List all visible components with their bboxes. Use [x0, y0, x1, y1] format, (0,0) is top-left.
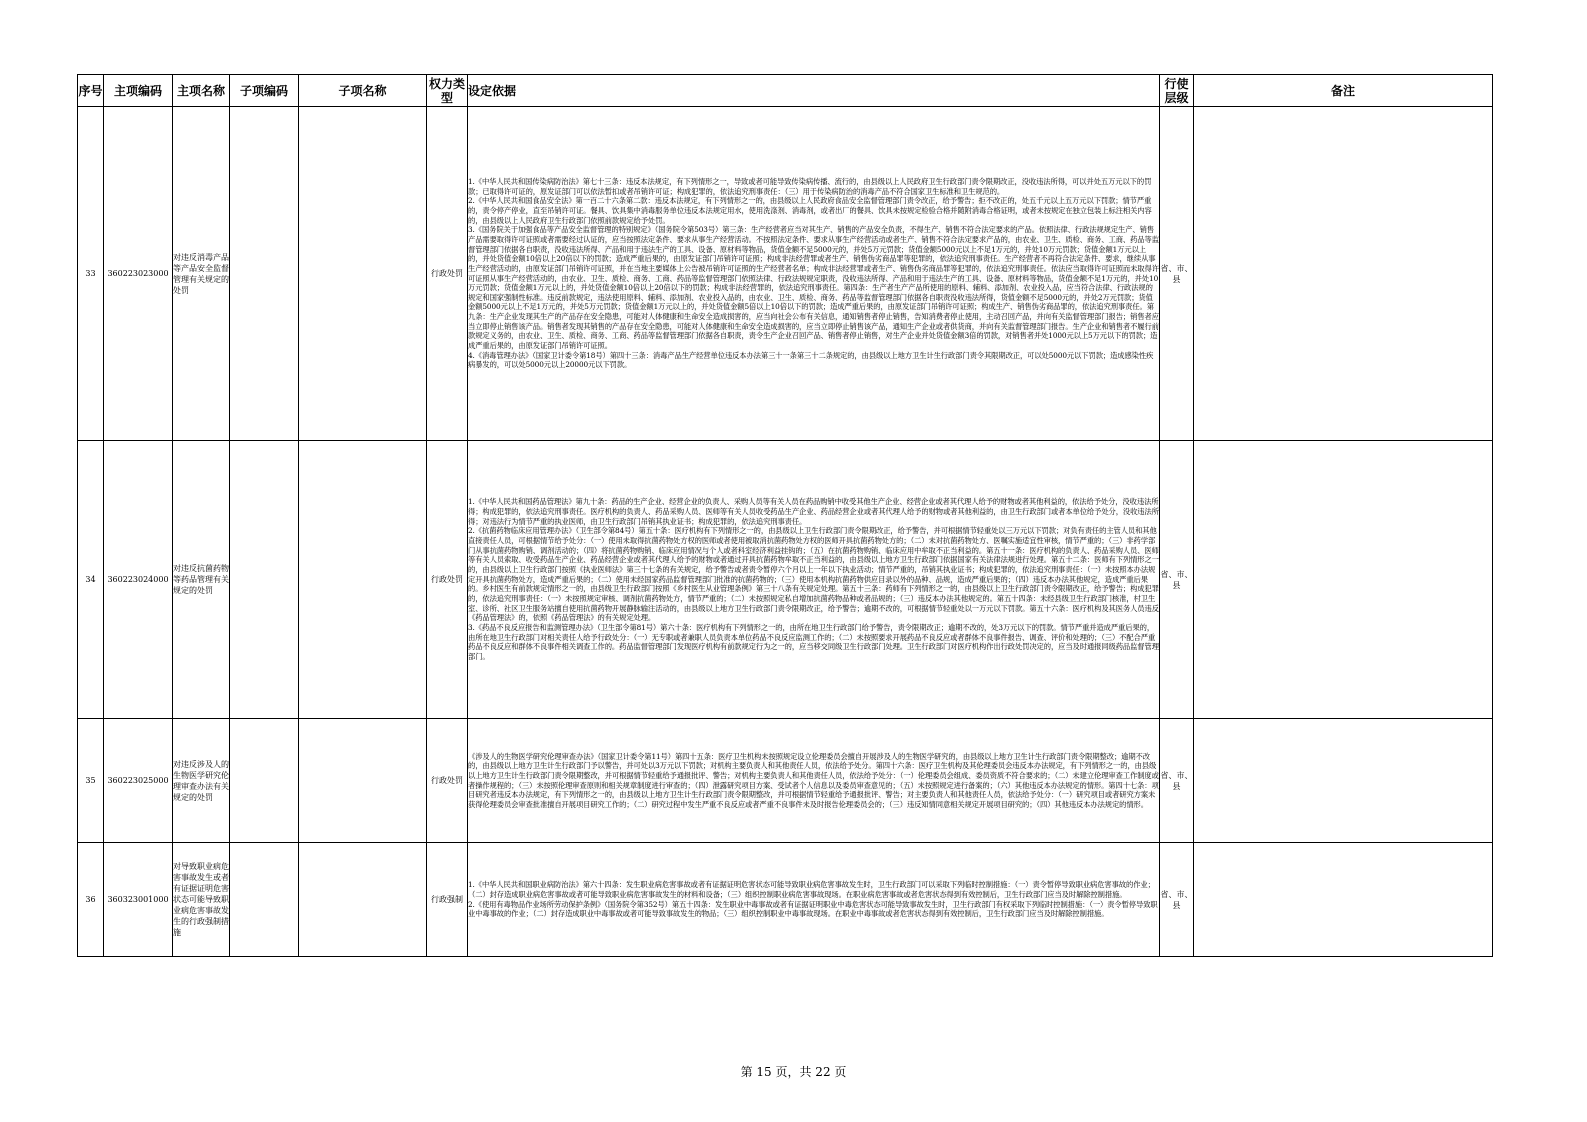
- row-seq: 34: [78, 441, 104, 719]
- table-header-row: [78, 75, 1493, 107]
- basis-paragraph: 2.《使用有毒物品作业场所劳动保护条例》（国务院令第352号）第五十四条：发生职业中毒事故或者有证据证明职业中毒危害状态可能导致事故发生时，卫生行政部门有权采取下列临时控制措施：（一）责令暂停导致职业中毒事故的作业；（二）封存造成职业中毒事故或者可能导致事故发生的物品；（三）组织控制职业中毒事故现场。在职业中毒事故或者危害状态得到有效控制后，卫生行政部门应当及时解除控制措施。: [468, 899, 1158, 919]
- row-level: 省、市、县: [1160, 843, 1194, 957]
- table-row: [78, 107, 1493, 441]
- basis-paragraph: 3.《药品不良反应报告和监测管理办法》（卫生部令第81号）第六十条：医疗机构有下列情形之一的，由所在地卫生行政部门给予警告，责令限期改正；逾期不改的，处3万元以下的罚款。情节严重并造成严重后果的，由所在地卫生行政部门对相关责任人给予行政处分：（一）无专职或者兼职人员负责本单位药品不良反应监测工作的；（二）未按照要求开展药品不良反应或者群体不良事件报告、调查、评价和处理的；（三）不配合严重药品不良反应和群体不良事件相关调查工作的。药品监督管理部门发现医疗机构有前款规定行为之一的，应当移交同级卫生行政部门处理。卫生行政部门对医疗机构作出行政处罚决定的，应当及时通报同级药品监督管理部门。: [468, 622, 1159, 661]
- header-level: 行使层级: [1160, 75, 1194, 107]
- row-seq: 36: [78, 843, 104, 957]
- row-sub-name: [299, 441, 427, 719]
- row-basis: [468, 441, 1160, 719]
- basis-paragraph: 1.《中华人民共和国传染病防治法》第七十三条：违反本法规定，有下列情形之一，导致或者可能导致传染病传播、流行的，由县级以上人民政府卫生行政部门责令限期改正，没收违法所得，可以并处五万元以下的罚款；已取得许可证的，原发证部门可以依法暂扣或者吊销许可证；构成犯罪的，依法追究刑事责任：（三）用于传染病防治的消毒产品不符合国家卫生标准和卫生规范的。: [468, 176, 1152, 196]
- row-main-code: 360323001000: [104, 843, 173, 957]
- table-row: [78, 843, 1493, 957]
- row-note: [1194, 107, 1493, 441]
- header-power-type: 权力类型: [427, 75, 468, 107]
- table-row: [78, 441, 1493, 719]
- row-level: 省、市、县: [1160, 107, 1194, 441]
- row-power-type: 行政处罚: [427, 441, 468, 719]
- row-main-name: 对导致职业病危害事故发生或者有证据证明危害状态可能导致职业病危害事故发生的行政强制措施: [173, 843, 230, 957]
- row-sub-code: [230, 107, 299, 441]
- row-main-name: 对违反抗菌药物等药品管理有关规定的处罚: [173, 441, 230, 719]
- basis-paragraph: 1.《中华人民共和国职业病防治法》第六十四条：发生职业病危害事故或者有证据证明危害状态可能导致职业病危害事故发生时，卫生行政部门可以采取下列临时控制措施：（一）责令暂停导致职业病危害事故的作业；（二）封存造成职业病危害事故或者可能导致职业病危害事故发生的材料和设备；（三）组织控制职业病危害事故现场。在职业病危害事故或者危害状态得到有效控制后，卫生行政部门应当及时解除控制措施。: [468, 880, 1155, 899]
- row-main-code: 360223024000: [104, 441, 173, 719]
- basis-paragraph: 2.《抗菌药物临床应用管理办法》（卫生部令第84号）第五十条：医疗机构有下列情形之一的，由县级以上卫生行政部门责令限期改正，给予警告，并可根据情节轻重处以三万元以下罚款；对负有责任的主管人员和其他直接责任人员，可根据情节给予处分：（一）使用未取得抗菌药物处方权的医师或者使用被取消抗菌药物处方权的医师开具抗菌药物处方的；（二）未对抗菌药物处方、医嘱实施适宜性审核，情节严重的；（三）非药学部门从事抗菌药物购销、调剂活动的；（四）将抗菌药物购销、临床应用情况与个人或者科室经济利益挂钩的；（五）在抗菌药物购销、临床应用中牟取不正当利益的。第五十一条：医疗机构的负责人、药品采购人员、医师等有关人员索取、收受药品生产企业、药品经营企业或者其代理人给予的财物或者通过开具抗菌药物牟取不正当利益的，由县级以上地方卫生行政部门依据国家有关法律法规进行处理。第五十二条：医师有下列情形之一的，由县级以上卫生行政部门按照《执业医师法》第三十七条的有关规定，给予警告或者责令暂停六个月以上一年以下执业活动；情节严重的，吊销其执业证书；构成犯罪的，依法追究刑事责任：（一）未按照本办法规定开具抗菌药物处方，造成严重后果的；（二）使用未经国家药品监督管理部门批准的抗菌药物的；（三）使用本机构抗菌药物供应目录以外的品种、品规，造成严重后果的；（四）违反本办法其他规定，造成严重后果的。乡村医生有前款规定情形之一的，由县级卫生行政部门按照《乡村医生从业管理条例》第三十八条有关规定处理。第五十三条：药师有下列情形之一的，由县级以上卫生行政部门责令限期改正，给予警告；构成犯罪的，依法追究刑事责任：（一）未按照规定审核、调剂抗菌药物处方，情节严重的；（二）未按照规定私自增加抗菌药物品种或者品规的；（三）违反本办法其他规定的。第五十四条：未经县级卫生行政部门核准，村卫生室、诊所、社区卫生服务站擅自使用抗菌药物开展静脉输注活动的，由县级以上地方卫生行政部门责令限期改正，给予警告；逾期不改的，可根据情节轻重处以一万元以下罚款。第五十六条：医疗机构及其医务人员违反《药品管理法》的，依照《药品管理法》的有关规定处理。: [468, 526, 1159, 623]
- row-note: [1194, 719, 1493, 843]
- row-main-code: 360223023000: [104, 107, 173, 441]
- basis-paragraph: 2.《中华人民共和国食品安全法》第一百二十六条第二款：违反本法规定，有下列情形之一的，由县级以上人民政府食品安全监督管理部门责令改正，给予警告；拒不改正的，处五千元以上五万元以下罚款；情节严重的，责令停产停业，直至吊销许可证。餐具、饮具集中消毒服务单位违反本法规定用水，使用洗涤剂、消毒剂，或者出厂的餐具、饮具未按规定检验合格并随附消毒合格证明，或者未按规定在独立包装上标注相关内容的，由县级以上人民政府卫生行政部门依照前款规定给予处罚。: [468, 196, 1152, 225]
- row-note: [1194, 843, 1493, 957]
- row-basis: [468, 107, 1160, 441]
- row-main-code: 360223025000: [104, 719, 173, 843]
- row-power-type: 行政处罚: [427, 107, 468, 441]
- row-basis: [468, 843, 1160, 957]
- row-basis: [468, 719, 1160, 843]
- row-sub-code: [230, 719, 299, 843]
- row-main-name: 对违反涉及人的生物医学研究伦理审查办法有关规定的处罚: [173, 719, 230, 843]
- row-seq: 33: [78, 107, 104, 441]
- header-basis: 设定依据: [468, 75, 1160, 107]
- row-note: [1194, 441, 1493, 719]
- row-sub-name: [299, 843, 427, 957]
- row-main-name: 对违反消毒产品等产品安全监督管理有关规定的处罚: [173, 107, 230, 441]
- row-level: 省、市、县: [1160, 719, 1194, 843]
- basis-paragraph: 《涉及人的生物医学研究伦理审查办法》（国家卫计委令第11号）第四十五条：医疗卫生机构未按照规定设立伦理委员会擅自开展涉及人的生物医学研究的，由县级以上地方卫生计生行政部门责令限期整改；逾期不改的，由县级以上地方卫生计生行政部门予以警告，并可处以3万元以下罚款；对机构主要负责人和其他责任人员，依法给予处分。第四十六条：医疗卫生机构及其伦理委员会违反本办法规定，有下列情形之一的，由县级以上地方卫生计生行政部门责令限期整改，并可根据情节轻重给予通报批评、警告；对机构主要负责人和其他责任人员，依法给予处分：（一）伦理委员会组成、委员资质不符合要求的；（二）未建立伦理审查工作制度或者操作规程的；（三）未按照伦理审查原则和相关规章制度进行审查的；（四）泄露研究项目方案、受试者个人信息以及委员审查意见的；（五）未按照规定进行备案的；（六）其他违反本办法规定的情形。第四十七条：项目研究者违反本办法规定，有下列情形之一的，由县级以上地方卫生计生行政部门责令限期整改，并可根据情节轻重给予通报批评、警告；对主要负责人和其他责任人员，依法给予处分：（一）研究项目或者研究方案未获得伦理委员会审查批准擅自开展项目研究工作的；（二）研究过程中发生严重不良反应或者严重不良事件未及时报告伦理委员会的；（三）违反知情同意相关规定开展项目研究的；（四）其他违反本办法规定的情形。: [468, 751, 1159, 809]
- row-sub-code: [230, 843, 299, 957]
- row-power-type: 行政强制: [427, 843, 468, 957]
- basis-paragraph: 1.《中华人民共和国药品管理法》第九十条：药品的生产企业、经营企业的负责人、采购人员等有关人员在药品购销中收受其他生产企业、经营企业或者其代理人给予的财物或者其他利益的，依法给予处分，没收违法所得；构成犯罪的，依法追究刑事责任。医疗机构的负责人、药品采购人员、医师等有关人员收受药品生产企业、药品经营企业或者其代理人给予的财物或者其他利益的，由卫生行政部门或者本单位给予处分，没收违法所得；对违法行为情节严重的执业医师，由卫生行政部门吊销其执业证书；构成犯罪的，依法追究刑事责任。: [468, 497, 1159, 526]
- header-note: 备注: [1194, 75, 1493, 107]
- header-seq: 序号: [78, 75, 104, 107]
- table-row: [78, 719, 1493, 843]
- basis-paragraph: 4.《消毒管理办法》（国家卫计委令第18号）第四十三条：消毒产品生产经营单位违反本办法第三十一条第三十二条规定的，由县级以上地方卫生计生行政部门责令其限期改正，可以处5000元以下罚款；造成感染性疾病暴发的，可以处5000元以上20000元以下罚款。: [468, 350, 1154, 370]
- row-sub-name: [299, 719, 427, 843]
- row-sub-name: [299, 107, 427, 441]
- header-main-name: 主项名称: [173, 75, 230, 107]
- header-sub-code: 子项编码: [230, 75, 299, 107]
- power-list-table: [77, 74, 1493, 957]
- row-power-type: 行政处罚: [427, 719, 468, 843]
- basis-paragraph: 3.《国务院关于加强食品等产品安全监督管理的特别规定》（国务院令第503号）第三条：生产经营者应当对其生产、销售的产品安全负责，不得生产、销售不符合法定要求的产品。依照法律、行政法规规定生产、销售产品需要取得许可证照或者需要经过认证的，应当按照法定条件、要求从事生产经营活动。不按照法定条件、要求从事生产经营活动或者生产、销售不符合法定要求产品的，由农业、卫生、质检、商务、工商、药品等监督管理部门依据各自职责，没收违法所得、产品和用于违法生产的工具、设备、原材料等物品，货值金额不足5000元的，并处5万元罚款；货值金额5000元以上不足1万元的，并处10万元罚款；货值金额1万元以上的，并处货值金额10倍以上20倍以下的罚款；造成严重后果的，由原发证部门吊销许可证照；构成非法经营罪或者生产、销售伪劣商品罪等犯罪的，依法追究刑事责任。生产经营者不再符合法定条件、要求，继续从事生产经营活动的，由原发证部门吊销许可证照，并在当地主要媒体上公告被吊销许可证照的生产经营者名单；构成非法经营罪或者生产、销售伪劣商品罪等犯罪的，依法追究刑事责任。依法应当取得许可证照而未取得许可证照从事生产经营活动的，由农业、卫生、质检、商务、工商、药品等监督管理部门依照法律、行政法规规定职责，没收违法所得、产品和用于违法生产的工具、设备、原材料等物品，货值金额不足1万元的，并处10万元罚款；货值金额1万元以上的，并处货值金额10倍以上20倍以下的罚款；构成非法经营罪的，依法追究刑事责任。第四条：生产者生产产品所使用的原料、辅料、添加剂、农业投入品，应当符合法律、行政法规的规定和国家强制性标准。违反前款规定，违法使用原料、辅料、添加剂、农业投入品的，由农业、卫生、质检、商务、药品等监督管理部门依据各自职责没收违法所得，货值金额不足5000元的，并处2万元罚款；货值金额5000元以上不足1万元的，并处5万元罚款；货值金额1万元以上的，并处货值金额5倍以上10倍以下的罚款；造成严重后果的，由原发证部门吊销许可证照；构成生产、销售伪劣商品罪的，依法追究刑事责任。第九条：生产企业发现其生产的产品存在安全隐患，可能对人体健康和生命安全造成损害的，应当向社会公布有关信息，通知销售者停止销售，告知消费者停止使用，主动召回产品，并向有关监督管理部门报告；销售者应当立即停止销售该产品。销售者发现其销售的产品存在安全隐患，可能对人体健康和生命安全造成损害的，应当立即停止销售该产品，通知生产企业或者供货商，并向有关监督管理部门报告。生产企业和销售者不履行前款规定义务的，由农业、卫生、质检、商务、工商、药品等监督管理部门依据各自职责，责令生产企业召回产品、销售者停止销售，对生产企业并处货值金额3倍的罚款，对销售者并处1000元以上5万元以下的罚款；造成严重后果的，由原发证部门吊销许可证照。: [468, 225, 1159, 351]
- row-sub-code: [230, 441, 299, 719]
- row-seq: 35: [78, 719, 104, 843]
- row-level: 省、市、县: [1160, 441, 1194, 719]
- header-sub-name: 子项名称: [299, 75, 427, 107]
- page-number: 第 15 页，共 22 页: [740, 1065, 847, 1079]
- header-main-code: 主项编码: [104, 75, 173, 107]
